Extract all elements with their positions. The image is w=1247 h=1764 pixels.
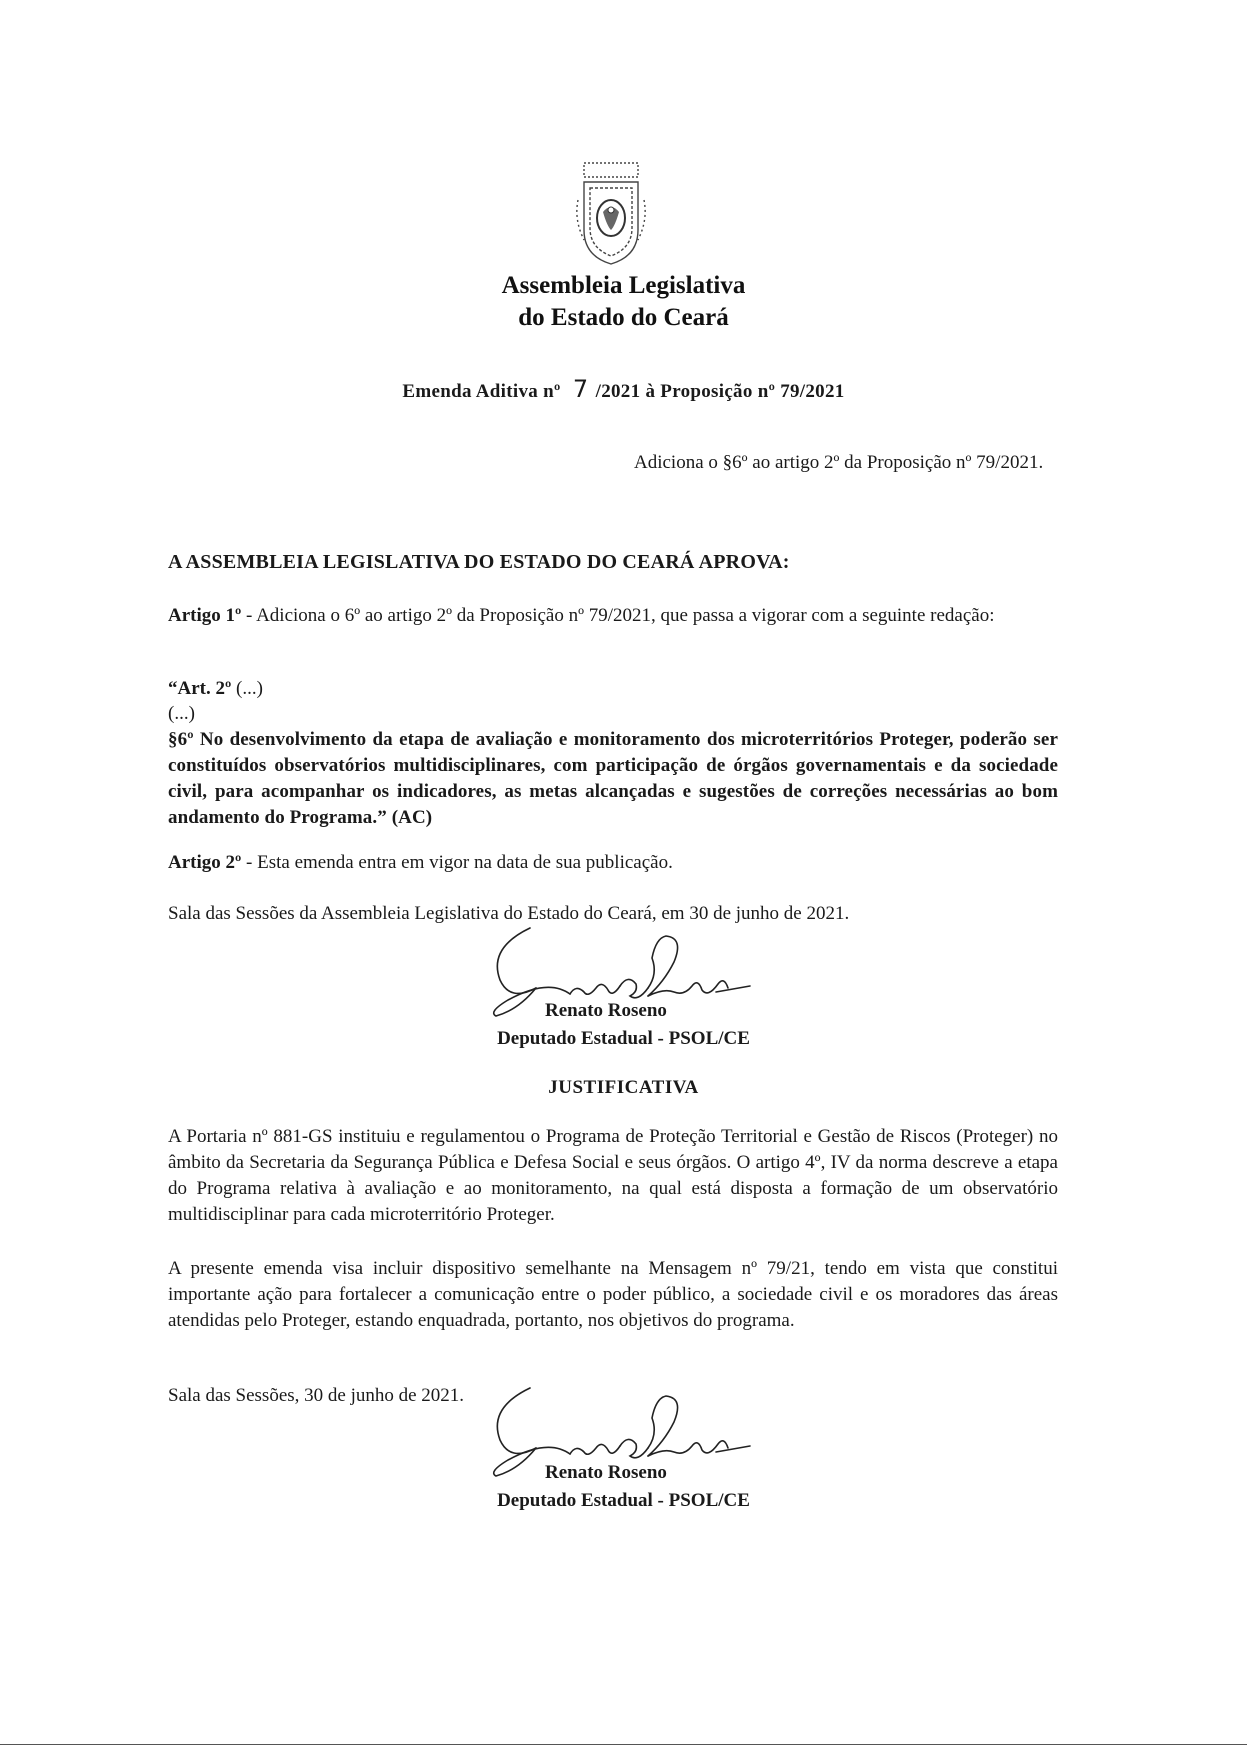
session-date-1: Sala das Sessões da Assembleia Legislativa do Estado do Ceará, em 30 de junho de 2021.: [168, 903, 850, 924]
amendment-title: [0, 375, 1247, 403]
ementa: Adiciona o §6º ao artigo 2º da Proposição nº 79/2021.: [634, 452, 1044, 473]
signatory-name-2: Renato Roseno: [545, 1462, 667, 1483]
article-1-text: - Adiciona o 6º ao artigo 2º da Proposição nº 79/2021, que passa a vigorar com a seguinte redação:: [241, 605, 995, 626]
bottom-rule: [0, 1744, 1247, 1745]
signatory-role-2: Deputado Estadual - PSOL/CE: [497, 1490, 750, 1511]
article-2-label: Artigo 2º: [168, 852, 242, 873]
session-date-2: Sala das Sessões, 30 de junho de 2021.: [168, 1385, 465, 1406]
quoted-ellipsis: (...): [168, 703, 195, 724]
paragraph-6: §6º No desenvolvimento da etapa de avaliação e monitoramento dos microterritórios Proteger, poderão ser constituídos observatórios multidisciplinares, com participação de órgãos governamentais e da sociedade civil, para acompanhar os indicadores, as metas alcançadas e sugestões de correções necessárias ao bom andamento do Programa.” (AC): [168, 729, 1058, 828]
article-1: [168, 603, 1058, 629]
institution-name-line1: Assembleia Legislativa: [501, 272, 746, 299]
article-2: [168, 850, 1058, 876]
quoted-article-rest: (...): [231, 678, 263, 699]
handwritten-amendment-number: 7: [572, 375, 589, 403]
signatory-name-1: Renato Roseno: [545, 1000, 667, 1021]
signatory-role-1: Deputado Estadual - PSOL/CE: [497, 1028, 750, 1049]
coat-of-arms-icon: [570, 160, 652, 268]
approval-heading: A ASSEMBLEIA LEGISLATIVA DO ESTADO DO CEARÁ APROVA:: [168, 551, 790, 573]
justification-paragraph-2: A presente emenda visa incluir dispositivo semelhante na Mensagem nº 79/21, tendo em vista que constitui importante ação para fortalecer a comunicação entre o poder público, a sociedade civil e os moradores das áreas atendidas pelo Proteger, estando enquadrada, portanto, nos objetivos do programa.: [168, 1258, 1058, 1331]
justification-paragraph-1: A Portaria nº 881-GS instituiu e regulamentou o Programa de Proteção Territorial e Gestão de Riscos (Proteger) no âmbito da Secretaria da Segurança Pública e Defesa Social e seus órgãos. O artigo 4º, IV da norma descreve a etapa do Programa relativa à avaliação e ao monitoramento, na qual está disposta a formação de um observatório multidisciplinar para cada microterritório Proteger.: [168, 1126, 1058, 1225]
article-2-text: - Esta emenda entra em vigor na data de sua publicação.: [241, 852, 673, 873]
justification-title: JUSTIFICATIVA: [548, 1077, 699, 1098]
quoted-article-label: [168, 676, 1058, 702]
article-1-label: Artigo 1º: [168, 605, 242, 626]
quoted-article-number: “Art. 2º: [168, 678, 232, 699]
institution-name-line2: do Estado do Ceará: [518, 304, 729, 331]
title-suffix: /2021 à Proposição nº 79/2021: [595, 381, 845, 402]
title-prefix: Emenda Aditiva nº: [402, 381, 561, 402]
